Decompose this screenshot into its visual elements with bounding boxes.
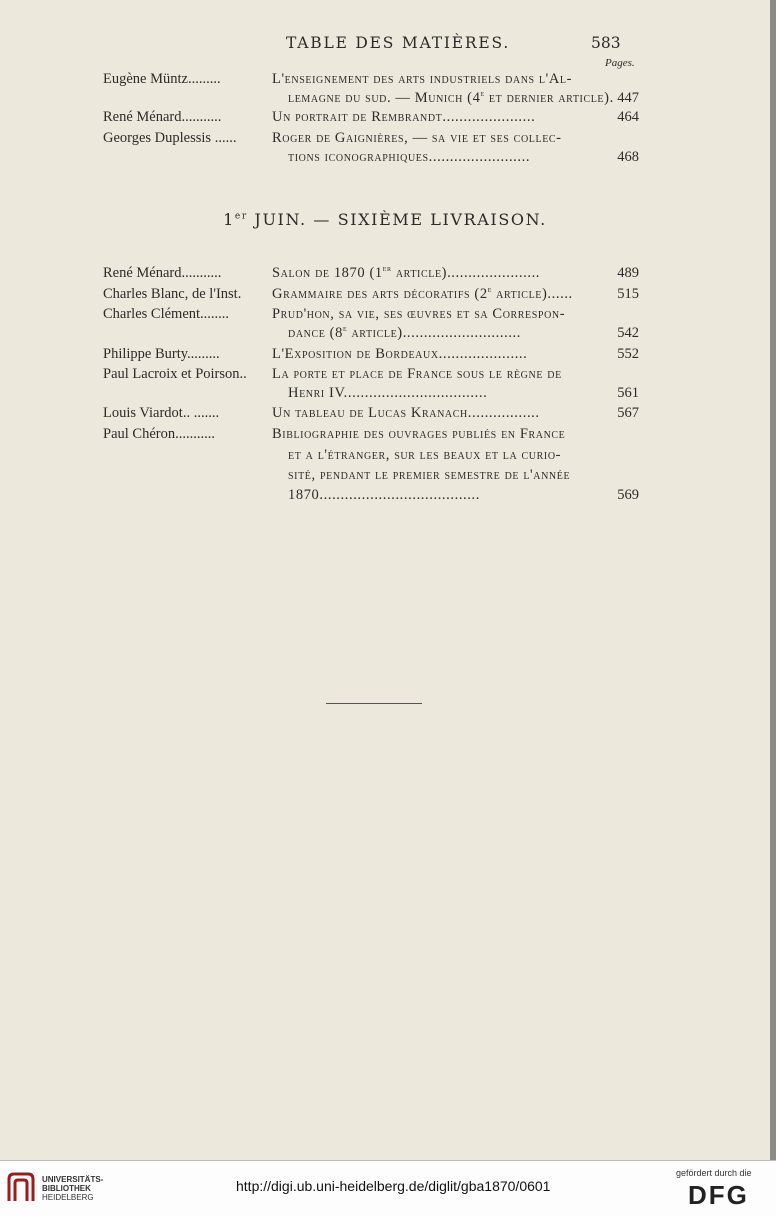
dfg-logo: DFG (688, 1180, 749, 1210)
page-number: 583 (591, 34, 621, 52)
toc-author: Charles Blanc, de l'Inst. (103, 286, 242, 302)
source-url[interactable]: http://digi.ub.uni-heidelberg.de/diglit/gba1870/0601 (236, 1178, 551, 1194)
toc-page-number: 464 (617, 109, 639, 125)
toc-title-line: dance (8e article)............................ (288, 323, 522, 341)
toc-author: Louis Viardot.. ....... (103, 405, 220, 421)
funded-by-label: gefördert durch die (676, 1168, 752, 1178)
library-logo-icon (6, 1171, 36, 1205)
toc-title-line: Un tableau de Lucas Kranach................. (272, 405, 540, 421)
toc-author: Paul Lacroix et Poirson.. (103, 366, 247, 382)
toc-page-number: 515 (617, 286, 639, 302)
toc-title-line: et a l'étranger, sur les beaux et la curio- (288, 447, 562, 463)
toc-title-line: Grammaire des arts décoratifs (2e article)...... (272, 284, 573, 302)
viewer-footer (0, 1160, 776, 1216)
section-heading: 1er JUIN. — SIXIÈME LIVRAISON. (223, 210, 547, 229)
toc-page-number: 567 (617, 405, 639, 421)
toc-author: Paul Chéron........... (103, 426, 215, 442)
toc-title-line: Roger de Gaignières, — sa vie et ses collec- (272, 130, 562, 146)
toc-title-line: L'enseignement des arts industriels dans l'Al- (272, 71, 573, 87)
toc-author: René Ménard........... (103, 265, 222, 281)
toc-page-number: 447 (617, 90, 639, 106)
toc-title-line: tions iconographiques........................ (288, 149, 531, 165)
toc-title-line: Henri IV.................................. (288, 385, 488, 401)
toc-author: Georges Duplessis ...... (103, 130, 237, 146)
toc-page-number: 542 (617, 325, 639, 341)
toc-page-number: 489 (617, 265, 639, 281)
toc-title-line: Prud'hon, sa vie, ses œuvres et sa Correspon- (272, 306, 566, 322)
toc-page-number: 468 (617, 149, 639, 165)
toc-page-number: 552 (617, 346, 639, 362)
toc-title-line: Un portrait de Rembrandt...................... (272, 109, 536, 125)
pages-label: Pages. (605, 57, 635, 69)
toc-author: Eugène Müntz......... (103, 71, 221, 87)
toc-title-line: L'Exposition de Bordeaux..................... (272, 346, 528, 362)
toc-title-line: Bibliographie des ouvrages publiés en France (272, 426, 566, 442)
toc-title-line: lemagne du sud. — Munich (4e et dernier article). (288, 88, 614, 106)
toc-author: René Ménard........... (103, 109, 222, 125)
toc-author: Charles Clément........ (103, 306, 230, 322)
toc-title-line: La porte et place de France sous le règne de (272, 366, 562, 382)
toc-page-number: 561 (617, 385, 639, 401)
toc-page-number: 569 (617, 487, 639, 503)
toc-author: Philippe Burty......... (103, 346, 220, 362)
toc-title-line: sité, pendant le premier semestre de l'année (288, 467, 571, 483)
library-name: UNIVERSITÄTS- BIBLIOTHEK HEIDELBERG (42, 1175, 104, 1202)
running-title: TABLE DES MATIÈRES. (286, 34, 511, 52)
end-rule (326, 703, 422, 704)
toc-title-line: Salon de 1870 (1er article)...................... (272, 263, 541, 281)
toc-title-line: 1870...................................... (288, 487, 480, 503)
